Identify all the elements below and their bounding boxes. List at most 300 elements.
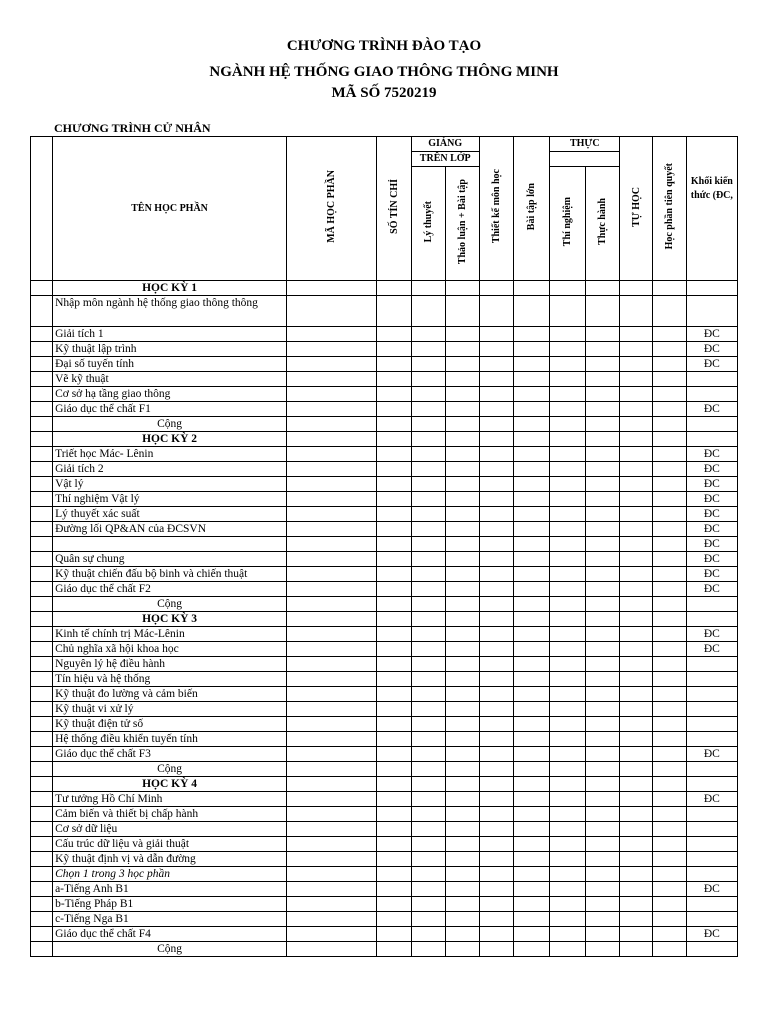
table-cell	[411, 612, 445, 627]
table-cell	[514, 387, 550, 402]
table-row	[31, 342, 738, 357]
course-name: Giáo dục thể chất F3	[53, 747, 287, 762]
course-name: Nguyên lý hệ điều hành	[53, 657, 287, 672]
header-blank	[31, 137, 53, 281]
knowledge-block-cell: ĐC	[686, 477, 737, 492]
table-cell	[652, 372, 686, 387]
table-cell	[652, 762, 686, 777]
table-cell	[550, 327, 586, 342]
table-cell	[31, 357, 53, 372]
table-cell	[514, 717, 550, 732]
table-cell	[479, 927, 513, 942]
table-cell	[550, 912, 586, 927]
table-cell	[550, 552, 586, 567]
knowledge-block-cell	[686, 897, 737, 912]
knowledge-block-cell: ĐC	[686, 927, 737, 942]
table-cell	[586, 387, 620, 402]
table-cell	[586, 852, 620, 867]
header-ly-thuyet: Lý thuyết	[411, 167, 445, 281]
table-cell	[377, 327, 411, 342]
table-cell	[652, 897, 686, 912]
table-row	[31, 447, 738, 462]
table-cell	[550, 537, 586, 552]
table-cell	[287, 597, 377, 612]
table-cell	[377, 807, 411, 822]
table-row	[31, 477, 738, 492]
knowledge-block-cell: ĐC	[686, 462, 737, 477]
table-cell	[514, 912, 550, 927]
table-cell	[620, 567, 652, 582]
table-cell	[377, 912, 411, 927]
table-cell	[287, 897, 377, 912]
table-cell	[479, 567, 513, 582]
table-cell	[377, 597, 411, 612]
knowledge-block-cell	[686, 837, 737, 852]
table-cell	[445, 927, 479, 942]
table-cell	[411, 387, 445, 402]
header-course-name: TÊN HỌC PHẦN	[53, 137, 287, 281]
knowledge-block-cell	[686, 672, 737, 687]
course-name: Giải tích 2	[53, 462, 287, 477]
table-cell	[652, 357, 686, 372]
table-cell	[287, 822, 377, 837]
table-cell	[550, 432, 586, 447]
table-cell	[287, 342, 377, 357]
table-cell	[31, 627, 53, 642]
table-cell	[652, 792, 686, 807]
course-name: Chọn 1 trong 3 học phần	[53, 867, 287, 882]
table-cell	[31, 807, 53, 822]
table-cell	[514, 612, 550, 627]
table-cell	[586, 281, 620, 296]
table-cell	[411, 281, 445, 296]
table-cell	[550, 462, 586, 477]
knowledge-block-cell: ĐC	[686, 792, 737, 807]
table-cell	[377, 642, 411, 657]
table-row	[31, 492, 738, 507]
table-cell	[652, 657, 686, 672]
table-cell	[550, 942, 586, 957]
table-cell	[479, 897, 513, 912]
table-cell	[620, 477, 652, 492]
table-cell	[550, 372, 586, 387]
table-cell	[445, 327, 479, 342]
course-name: Triết học Mác- Lênin	[53, 447, 287, 462]
knowledge-block-cell	[686, 912, 737, 927]
table-cell	[514, 867, 550, 882]
table-cell	[586, 747, 620, 762]
table-cell	[620, 357, 652, 372]
table-cell	[377, 837, 411, 852]
knowledge-block-cell	[686, 762, 737, 777]
table-cell	[479, 882, 513, 897]
table-row	[31, 582, 738, 597]
table-cell	[652, 852, 686, 867]
course-name: a-Tiếng Anh B1	[53, 882, 287, 897]
table-cell	[31, 432, 53, 447]
table-cell	[445, 417, 479, 432]
knowledge-block-cell: ĐC	[686, 747, 737, 762]
course-name: Cơ sở dữ liệu	[53, 822, 287, 837]
table-cell	[514, 597, 550, 612]
knowledge-block-cell	[686, 732, 737, 747]
document-title: CHƯƠNG TRÌNH ĐÀO TẠO	[286, 38, 482, 54]
knowledge-block-cell: ĐC	[686, 342, 737, 357]
table-cell	[479, 687, 513, 702]
semester-row	[31, 281, 738, 296]
header-bai-tap-lon: Bài tập lớn	[514, 137, 550, 281]
table-cell	[550, 492, 586, 507]
table-row	[31, 837, 738, 852]
table-cell	[652, 732, 686, 747]
table-cell	[479, 657, 513, 672]
table-cell	[479, 402, 513, 417]
table-cell	[652, 882, 686, 897]
table-cell	[514, 372, 550, 387]
knowledge-block-cell: ĐC	[686, 402, 737, 417]
table-cell	[620, 717, 652, 732]
course-name: Thí nghiệm Vật lý	[53, 492, 287, 507]
table-cell	[411, 747, 445, 762]
table-cell	[411, 642, 445, 657]
table-cell	[514, 657, 550, 672]
table-cell	[377, 822, 411, 837]
table-cell	[550, 837, 586, 852]
table-cell	[550, 732, 586, 747]
table-cell	[445, 912, 479, 927]
course-name: Đại số tuyến tính	[53, 357, 287, 372]
table-cell	[586, 372, 620, 387]
course-name: Kỹ thuật lập trình	[53, 342, 287, 357]
table-cell	[31, 372, 53, 387]
table-cell	[377, 777, 411, 792]
table-cell	[550, 627, 586, 642]
table-cell	[586, 432, 620, 447]
table-cell	[31, 342, 53, 357]
table-cell	[445, 747, 479, 762]
table-cell	[550, 822, 586, 837]
header-khoi-kien-thuc: Khối kiến thức (ĐC,	[686, 137, 737, 281]
table-cell	[377, 747, 411, 762]
knowledge-block-cell: ĐC	[686, 327, 737, 342]
table-cell	[445, 537, 479, 552]
knowledge-block-cell	[686, 852, 737, 867]
table-cell	[445, 387, 479, 402]
table-cell	[550, 507, 586, 522]
table-cell	[586, 672, 620, 687]
table-cell	[586, 402, 620, 417]
table-cell	[377, 687, 411, 702]
table-cell	[31, 477, 53, 492]
table-cell	[620, 747, 652, 762]
table-cell	[479, 867, 513, 882]
table-cell	[31, 822, 53, 837]
table-cell	[31, 522, 53, 537]
table-cell	[31, 417, 53, 432]
table-cell	[445, 477, 479, 492]
table-cell	[586, 837, 620, 852]
table-cell	[652, 462, 686, 477]
table-cell	[287, 717, 377, 732]
table-cell	[586, 717, 620, 732]
total-row	[31, 942, 738, 957]
table-cell	[287, 612, 377, 627]
header-giang: GIẢNG	[411, 137, 479, 152]
table-cell	[620, 642, 652, 657]
table-cell	[586, 642, 620, 657]
table-row	[31, 522, 738, 537]
table-cell	[411, 492, 445, 507]
table-cell	[411, 762, 445, 777]
table-cell	[652, 522, 686, 537]
header-thuc-hanh: Thực hành	[586, 167, 620, 281]
table-cell	[550, 417, 586, 432]
table-cell	[287, 747, 377, 762]
table-cell	[377, 882, 411, 897]
table-cell	[652, 867, 686, 882]
table-cell	[550, 402, 586, 417]
table-cell	[652, 822, 686, 837]
course-name: Chủ nghĩa xã hội khoa học	[53, 642, 287, 657]
table-cell	[31, 762, 53, 777]
table-cell	[479, 792, 513, 807]
course-name: Kỹ thuật đo lường và cảm biến	[53, 687, 287, 702]
table-cell	[377, 732, 411, 747]
table-cell	[514, 702, 550, 717]
course-name: Cấu trúc dữ liệu và giải thuật	[53, 837, 287, 852]
table-cell	[620, 432, 652, 447]
table-cell	[479, 492, 513, 507]
table-cell	[445, 717, 479, 732]
table-cell	[377, 612, 411, 627]
table-cell	[479, 296, 513, 327]
table-cell	[586, 927, 620, 942]
table-cell	[514, 732, 550, 747]
course-name: Tư tưởng Hồ Chí Minh	[53, 792, 287, 807]
table-cell	[652, 281, 686, 296]
table-cell	[31, 792, 53, 807]
table-cell	[411, 717, 445, 732]
table-row	[31, 672, 738, 687]
table-cell	[479, 642, 513, 657]
table-cell	[652, 477, 686, 492]
table-cell	[31, 537, 53, 552]
table-cell	[411, 357, 445, 372]
table-row	[31, 507, 738, 522]
course-name: b-Tiếng Pháp B1	[53, 897, 287, 912]
table-cell	[411, 417, 445, 432]
table-cell	[445, 807, 479, 822]
table-cell	[586, 296, 620, 327]
table-cell	[287, 447, 377, 462]
table-cell	[620, 897, 652, 912]
table-cell	[377, 342, 411, 357]
knowledge-block-cell: ĐC	[686, 357, 737, 372]
table-cell	[31, 852, 53, 867]
table-cell	[411, 852, 445, 867]
table-cell	[287, 537, 377, 552]
table-cell	[652, 447, 686, 462]
major-title: NGÀNH HỆ THỐNG GIAO THÔNG THÔNG MINH	[209, 64, 559, 80]
table-cell	[445, 357, 479, 372]
table-cell	[445, 281, 479, 296]
table-cell	[652, 537, 686, 552]
table-cell	[550, 927, 586, 942]
knowledge-block-cell	[686, 372, 737, 387]
semester-label: HỌC KỲ 2	[53, 432, 287, 447]
table-cell	[31, 702, 53, 717]
table-cell	[411, 867, 445, 882]
knowledge-block-cell: ĐC	[686, 627, 737, 642]
table-cell	[31, 747, 53, 762]
table-cell	[479, 852, 513, 867]
table-cell	[411, 702, 445, 717]
table-cell	[514, 762, 550, 777]
table-cell	[620, 417, 652, 432]
table-cell	[550, 717, 586, 732]
table-cell	[287, 417, 377, 432]
knowledge-block-cell	[686, 657, 737, 672]
table-cell	[479, 837, 513, 852]
table-cell	[652, 672, 686, 687]
table-cell	[652, 777, 686, 792]
table-cell	[652, 552, 686, 567]
knowledge-block-cell	[686, 717, 737, 732]
table-cell	[479, 507, 513, 522]
table-cell	[586, 627, 620, 642]
table-cell	[445, 882, 479, 897]
table-cell	[514, 296, 550, 327]
table-cell	[586, 342, 620, 357]
course-name: Vật lý	[53, 477, 287, 492]
table-cell	[620, 537, 652, 552]
table-cell	[445, 612, 479, 627]
table-cell	[514, 852, 550, 867]
table-cell	[479, 732, 513, 747]
table-cell	[514, 747, 550, 762]
table-cell	[586, 897, 620, 912]
knowledge-block-cell: ĐC	[686, 492, 737, 507]
table-row	[31, 732, 738, 747]
knowledge-block-cell	[686, 687, 737, 702]
table-cell	[652, 717, 686, 732]
major-code: MÃ SỐ 7520219	[331, 85, 437, 101]
table-cell	[411, 327, 445, 342]
table-cell	[287, 357, 377, 372]
table-cell	[514, 522, 550, 537]
table-row	[31, 867, 738, 882]
table-cell	[411, 477, 445, 492]
table-cell	[377, 897, 411, 912]
knowledge-block-cell	[686, 702, 737, 717]
table-cell	[31, 777, 53, 792]
table-cell	[514, 567, 550, 582]
course-name: Kỹ thuật định vị và dẫn đường	[53, 852, 287, 867]
table-cell	[377, 477, 411, 492]
knowledge-block-cell	[686, 281, 737, 296]
table-cell	[620, 657, 652, 672]
course-name: Kỹ thuật điện tử số	[53, 717, 287, 732]
table-cell	[411, 582, 445, 597]
table-cell	[620, 942, 652, 957]
table-cell	[620, 612, 652, 627]
table-cell	[652, 627, 686, 642]
table-cell	[31, 657, 53, 672]
table-cell	[411, 372, 445, 387]
table-cell	[479, 672, 513, 687]
semester-label: HỌC KỲ 3	[53, 612, 287, 627]
course-name: Giải tích 1	[53, 327, 287, 342]
course-name: Tín hiệu và hệ thống	[53, 672, 287, 687]
table-cell	[652, 642, 686, 657]
table-cell	[479, 612, 513, 627]
table-row	[31, 927, 738, 942]
table-cell	[479, 537, 513, 552]
table-cell	[479, 702, 513, 717]
table-cell	[411, 837, 445, 852]
course-name: Hệ thống điều khiển tuyến tính	[53, 732, 287, 747]
table-cell	[287, 492, 377, 507]
table-cell	[377, 492, 411, 507]
table-cell	[479, 432, 513, 447]
table-cell	[411, 567, 445, 582]
table-cell	[287, 852, 377, 867]
header-tien-quyet: Học phần tiên quyết	[652, 137, 686, 281]
table-cell	[586, 462, 620, 477]
table-cell	[586, 657, 620, 672]
total-label: Cộng	[53, 597, 287, 612]
table-cell	[377, 852, 411, 867]
course-name: Kỹ thuật chiến đấu bộ binh và chiến thuật	[53, 567, 287, 582]
table-cell	[445, 897, 479, 912]
table-cell	[411, 402, 445, 417]
table-cell	[287, 882, 377, 897]
header-course-code: MÃ HỌC PHẦN	[287, 137, 377, 281]
table-cell	[550, 447, 586, 462]
table-cell	[586, 417, 620, 432]
table-cell	[31, 612, 53, 627]
course-name: Lý thuyết xác suất	[53, 507, 287, 522]
table-row	[31, 822, 738, 837]
semester-row	[31, 432, 738, 447]
table-cell	[377, 717, 411, 732]
table-cell	[411, 927, 445, 942]
table-cell	[514, 807, 550, 822]
table-cell	[31, 402, 53, 417]
course-name: Đường lối QP&AN của ĐCSVN	[53, 522, 287, 537]
table-cell	[287, 837, 377, 852]
table-cell	[31, 912, 53, 927]
table-cell	[652, 597, 686, 612]
course-name: Nhập môn ngành hệ thống giao thông thông	[53, 296, 287, 327]
table-cell	[445, 702, 479, 717]
knowledge-block-cell	[686, 942, 737, 957]
table-cell	[479, 372, 513, 387]
table-cell	[445, 672, 479, 687]
total-label: Cộng	[53, 417, 287, 432]
table-cell	[31, 327, 53, 342]
table-row	[31, 882, 738, 897]
table-cell	[377, 792, 411, 807]
table-cell	[620, 296, 652, 327]
table-cell	[620, 447, 652, 462]
table-cell	[586, 702, 620, 717]
table-cell	[411, 507, 445, 522]
knowledge-block-cell: ĐC	[686, 507, 737, 522]
course-name: Quân sự chung	[53, 552, 287, 567]
table-cell	[377, 627, 411, 642]
table-cell	[620, 762, 652, 777]
